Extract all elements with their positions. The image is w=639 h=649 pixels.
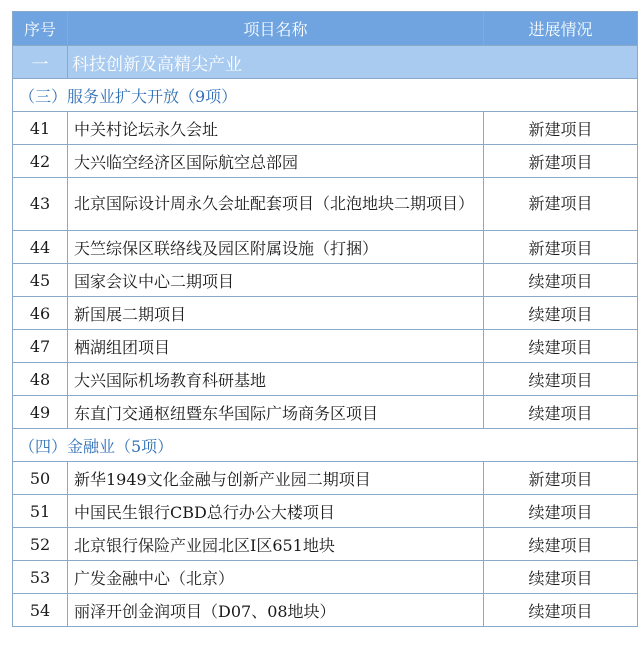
header-status: 进展情况	[484, 12, 638, 46]
table-row	[13, 330, 638, 363]
row-num: 52	[13, 528, 68, 561]
table-row	[13, 145, 638, 178]
row-num: 44	[13, 231, 68, 264]
row-status: 续建项目	[484, 264, 638, 297]
header-name: 项目名称	[68, 12, 484, 46]
row-num: 51	[13, 495, 68, 528]
table-row	[13, 561, 638, 594]
header-num: 序号	[13, 12, 68, 46]
row-name: 北京国际设计周永久会址配套项目（北泡地块二期项目）	[68, 178, 484, 231]
section-title: 科技创新及高精尖产业	[68, 46, 638, 79]
section-row	[13, 46, 638, 79]
row-name: 大兴临空经济区国际航空总部园	[68, 145, 484, 178]
row-status: 续建项目	[484, 594, 638, 627]
row-name: 中国民生银行CBD总行办公大楼项目	[68, 495, 484, 528]
row-num: 45	[13, 264, 68, 297]
row-status: 续建项目	[484, 495, 638, 528]
table-row	[13, 178, 638, 231]
row-status: 新建项目	[484, 462, 638, 495]
row-name: 大兴国际机场教育科研基地	[68, 363, 484, 396]
row-name: 新国展二期项目	[68, 297, 484, 330]
row-num: 46	[13, 297, 68, 330]
row-name: 广发金融中心（北京）	[68, 561, 484, 594]
row-num: 49	[13, 396, 68, 429]
table-row	[13, 396, 638, 429]
row-status: 续建项目	[484, 297, 638, 330]
group-title: （三）服务业扩大开放（9项）	[13, 79, 638, 112]
row-name: 栖湖组团项目	[68, 330, 484, 363]
table-row	[13, 112, 638, 145]
row-num: 54	[13, 594, 68, 627]
row-status: 新建项目	[484, 112, 638, 145]
row-num: 50	[13, 462, 68, 495]
row-status: 续建项目	[484, 396, 638, 429]
row-name: 丽泽开创金润项目（D07、08地块）	[68, 594, 484, 627]
table-row	[13, 495, 638, 528]
row-status: 新建项目	[484, 178, 638, 231]
row-name: 新华1949文化金融与创新产业园二期项目	[68, 462, 484, 495]
table-row	[13, 594, 638, 627]
group-title: （四）金融业（5项）	[13, 429, 638, 462]
row-name: 北京银行保险产业园北区I区651地块	[68, 528, 484, 561]
row-status: 续建项目	[484, 363, 638, 396]
row-num: 43	[13, 178, 68, 231]
table-row	[13, 297, 638, 330]
row-status: 新建项目	[484, 145, 638, 178]
section-num: 一	[13, 46, 68, 79]
row-status: 新建项目	[484, 231, 638, 264]
table-row	[13, 231, 638, 264]
row-status: 续建项目	[484, 561, 638, 594]
row-num: 53	[13, 561, 68, 594]
table-row	[13, 528, 638, 561]
row-num: 47	[13, 330, 68, 363]
table-row	[13, 462, 638, 495]
group-header	[13, 429, 638, 462]
row-name: 天竺综保区联络线及园区附属设施（打捆）	[68, 231, 484, 264]
row-status: 续建项目	[484, 330, 638, 363]
table-row	[13, 264, 638, 297]
group-header	[13, 79, 638, 112]
row-num: 42	[13, 145, 68, 178]
row-status: 续建项目	[484, 528, 638, 561]
row-name: 东直门交通枢纽暨东华国际广场商务区项目	[68, 396, 484, 429]
table-header-row	[13, 12, 638, 46]
row-name: 中关村论坛永久会址	[68, 112, 484, 145]
row-num: 41	[13, 112, 68, 145]
table-row	[13, 363, 638, 396]
row-name: 国家会议中心二期项目	[68, 264, 484, 297]
row-num: 48	[13, 363, 68, 396]
project-table	[12, 11, 638, 627]
